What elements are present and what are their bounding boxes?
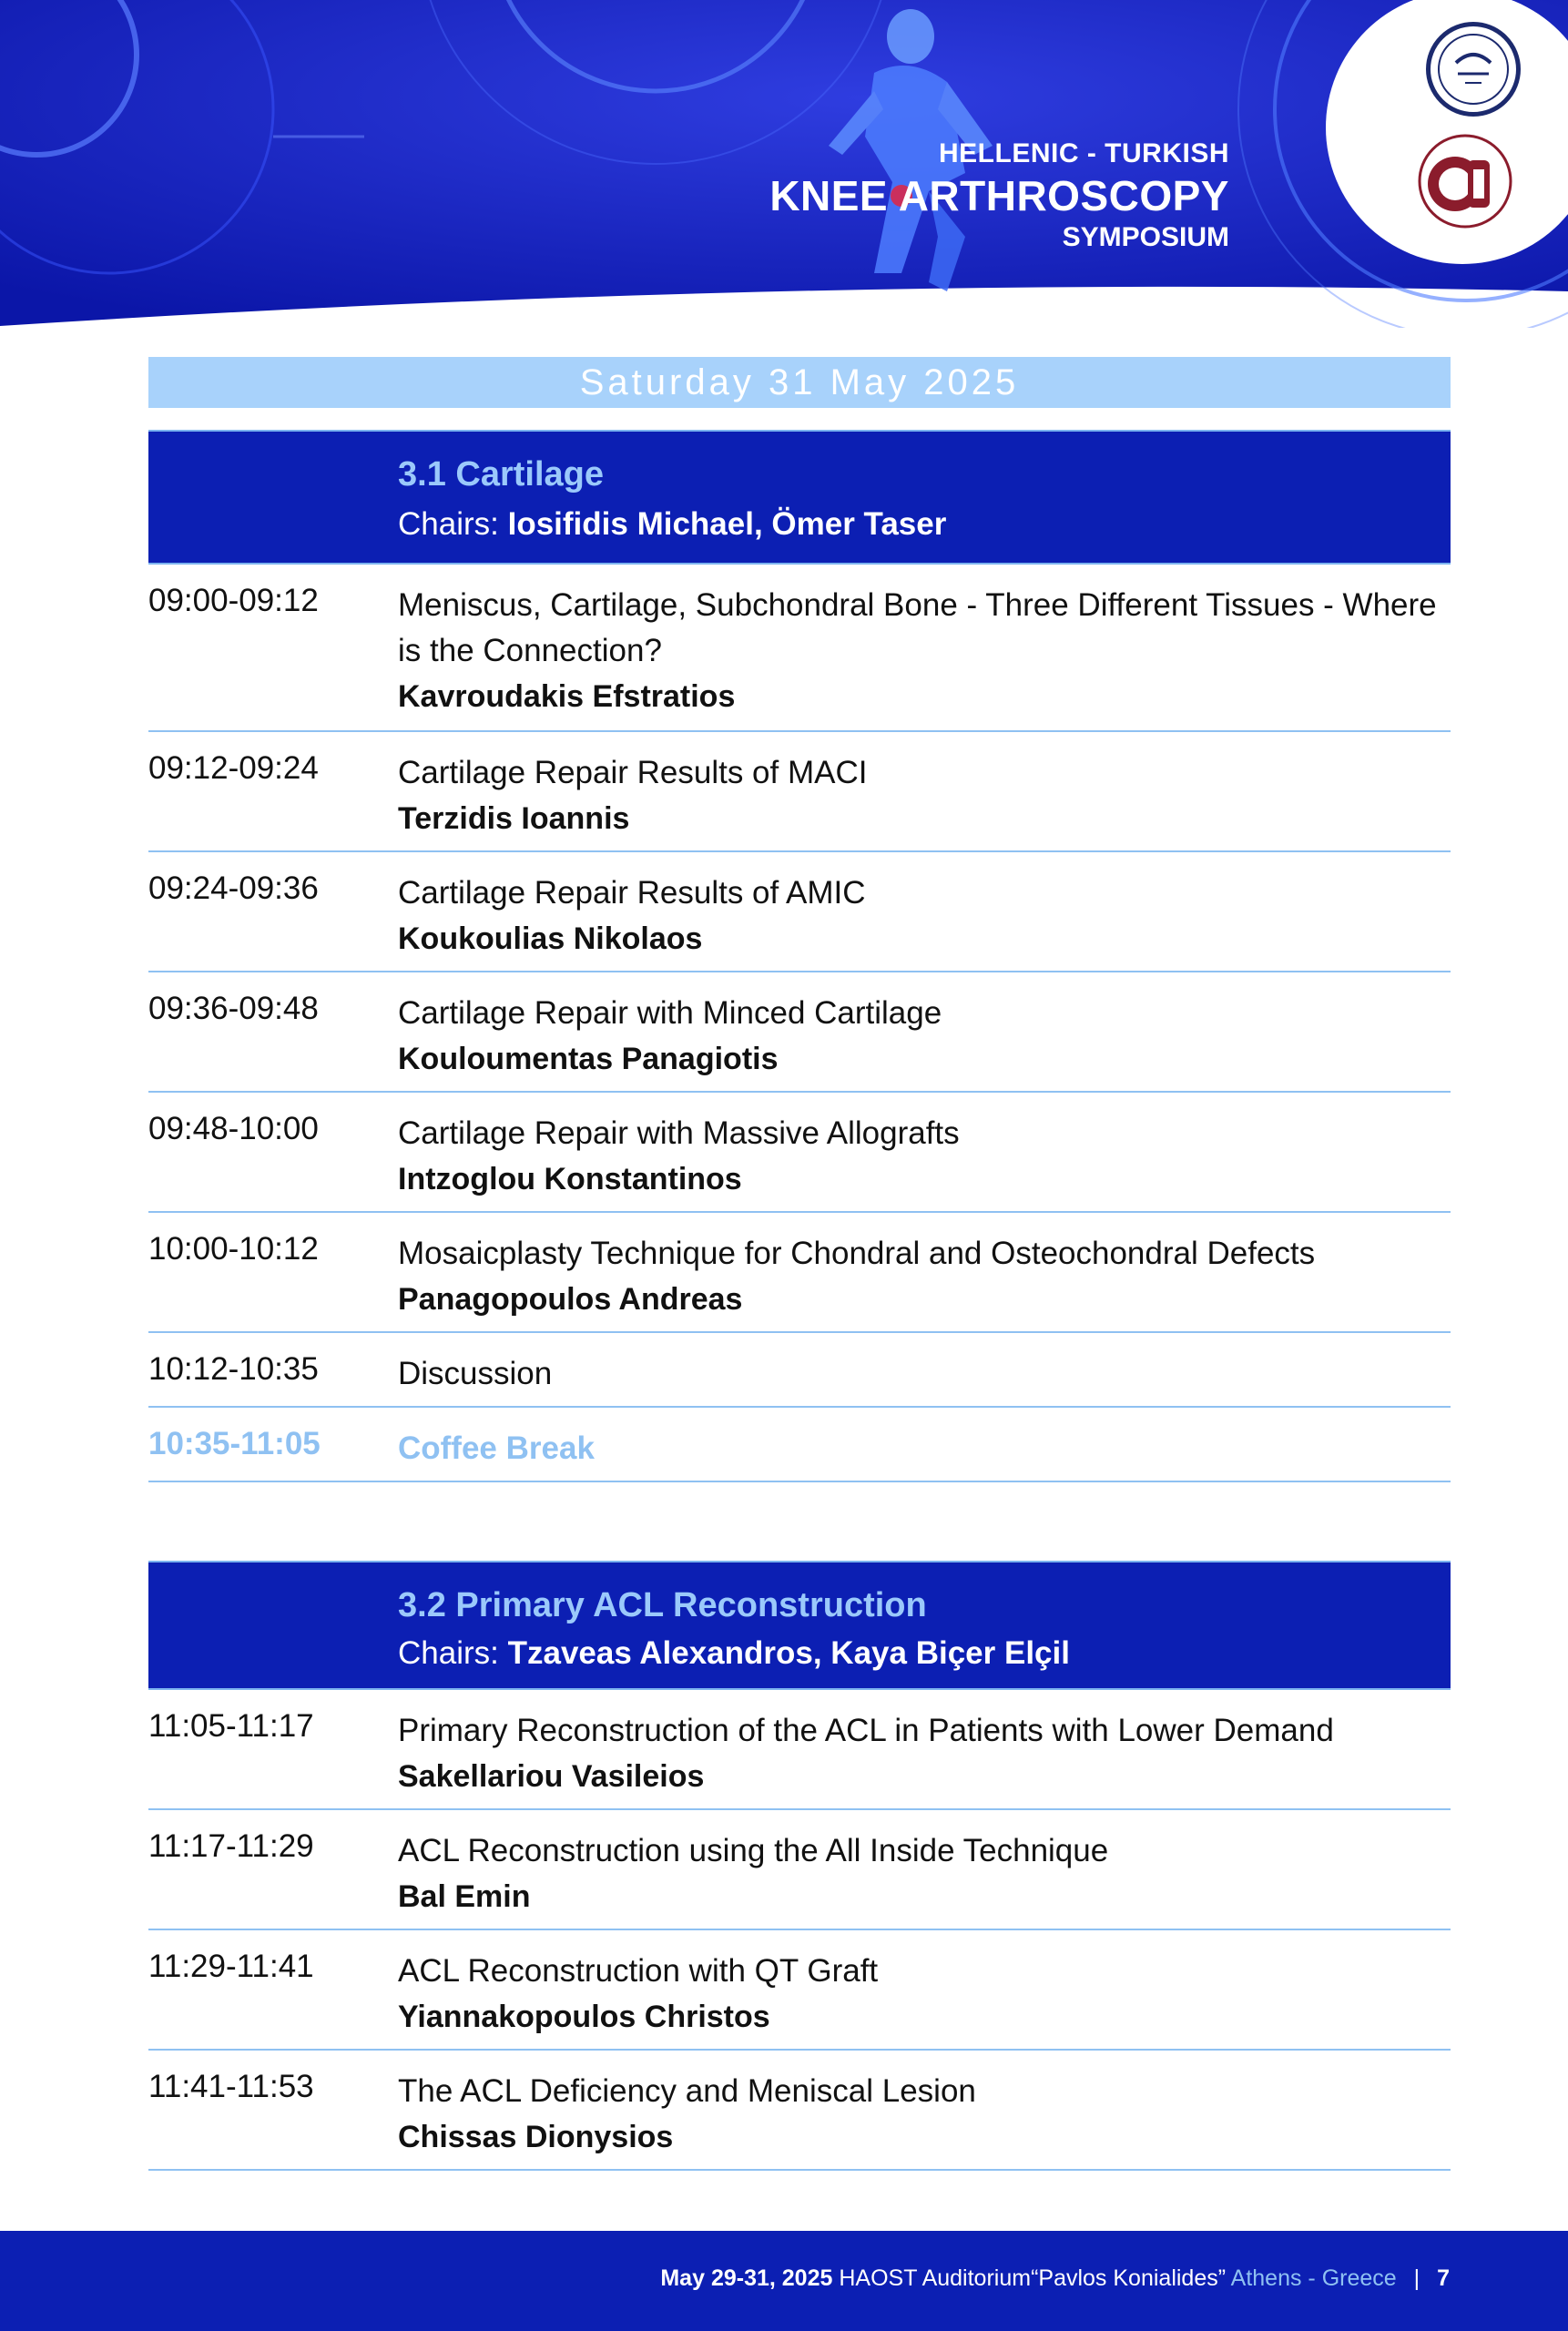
talk-title: Cartilage Repair with Massive Allografts: [398, 1115, 960, 1151]
program-row: [148, 565, 1451, 732]
talk-time: 11:05-11:17: [148, 1708, 314, 1744]
talk-speaker: Kavroudakis Efstratios: [398, 679, 736, 714]
talk-title: ACL Reconstruction using the All Inside Technique: [398, 1833, 1109, 1868]
talk-details: [398, 1708, 1451, 1799]
program-content: [148, 357, 1451, 2171]
program-row: [148, 1093, 1451, 1213]
talk-speaker: Koukoulias Nikolaos: [398, 921, 703, 956]
footer-venue: HAOST Auditorium“Pavlos Konialides”: [839, 2265, 1227, 2291]
talk-speaker: Panagopoulos Andreas: [398, 1282, 743, 1317]
page-number: 7: [1437, 2265, 1450, 2291]
footer-separator: |: [1413, 2265, 1420, 2291]
talk-details: [398, 1949, 1451, 2040]
eoae-logo: [1426, 22, 1521, 117]
event-title-line2: KNEE ARTHROSCOPY: [769, 172, 1229, 219]
program-row: [148, 1333, 1451, 1408]
program-row: [148, 1690, 1451, 1810]
talk-time: 10:00-10:12: [148, 1231, 319, 1267]
talk-details: [398, 1231, 1451, 1322]
talk-title: Discussion: [398, 1356, 553, 1391]
program-row: [148, 1213, 1451, 1333]
session-chairs: [398, 1635, 1070, 1672]
talk-speaker: Intzoglou Konstantinos: [398, 1162, 742, 1196]
talk-details: [398, 991, 1451, 1082]
talk-title: ACL Reconstruction with QT Graft: [398, 1953, 879, 1989]
talk-details: [398, 750, 1451, 841]
header-banner: [0, 0, 1568, 328]
footer-text: [660, 2265, 1450, 2292]
talk-time: 09:12-09:24: [148, 750, 319, 786]
program-row: [148, 972, 1451, 1093]
talk-speaker: Kouloumentas Panagiotis: [398, 1042, 779, 1076]
talk-time: 09:24-09:36: [148, 870, 319, 906]
session-title: 3.2 Primary ACL Reconstruction: [398, 1586, 927, 1624]
talk-time: 09:00-09:12: [148, 583, 319, 618]
talk-title: Primary Reconstruction of the ACL in Patients with Lower Demand: [398, 1713, 1334, 1748]
chairs-names: Iosifidis Michael, Ömer Taser: [507, 506, 947, 542]
program-row: [148, 2051, 1451, 2171]
chairs-names: Tzaveas Alexandros, Kaya Biçer Elçil: [507, 1635, 1070, 1671]
footer-dates: May 29-31, 2025: [660, 2265, 833, 2291]
session-header-cartilage: [148, 430, 1451, 565]
talk-details: [398, 583, 1451, 719]
session-chairs: [398, 506, 946, 543]
talk-title: Coffee Break: [398, 1430, 595, 1466]
talk-details: [398, 1111, 1451, 1202]
talk-details: [398, 2069, 1451, 2160]
program-row: [148, 1930, 1451, 2051]
date-bar: Saturday 31 May 2025: [148, 357, 1451, 408]
talk-details: [398, 870, 1451, 962]
talk-time: 11:29-11:41: [148, 1949, 314, 1984]
session-title: 3.1 Cartilage: [398, 455, 604, 494]
talk-title: Mosaicplasty Technique for Chondral and Osteochondral Defects: [398, 1236, 1316, 1271]
talk-speaker: Sakellariou Vasileios: [398, 1759, 705, 1794]
talk-time: 11:41-11:53: [148, 2069, 314, 2104]
program-row: [148, 732, 1451, 852]
talk-title: Cartilage Repair Results of AMIC: [398, 875, 866, 911]
eoae-logo-mark: [1431, 26, 1516, 112]
talk-details: [398, 1351, 1451, 1397]
chairs-label: Chairs:: [398, 1635, 499, 1671]
talk-title: The ACL Deficiency and Meniscal Lesion: [398, 2073, 976, 2109]
talk-speaker: Bal Emin: [398, 1879, 531, 1914]
program-row-break: [148, 1408, 1451, 1482]
talk-time: 09:36-09:48: [148, 991, 319, 1026]
talk-details: [398, 1426, 1451, 1471]
talk-time: 09:48-10:00: [148, 1111, 319, 1146]
chairs-label: Chairs:: [398, 506, 499, 542]
session-header-acl: [148, 1561, 1451, 1690]
tdd-logo: [1417, 133, 1513, 229]
event-title: [769, 140, 1229, 251]
footer-place: Athens - Greece: [1230, 2265, 1397, 2291]
event-title-line3: SYMPOSIUM: [1062, 222, 1229, 252]
program-row: [148, 852, 1451, 972]
talk-title: Cartilage Repair with Minced Cartilage: [398, 995, 942, 1031]
talk-title: Cartilage Repair Results of MACI: [398, 755, 868, 790]
talk-speaker: Yiannakopoulos Christos: [398, 2000, 770, 2034]
talk-time: 11:17-11:29: [148, 1828, 314, 1864]
event-title-line1: HELLENIC - TURKISH: [939, 138, 1229, 168]
talk-time: 10:12-10:35: [148, 1351, 319, 1387]
talk-speaker: Terzidis Ioannis: [398, 801, 630, 836]
talk-speaker: Chissas Dionysios: [398, 2120, 674, 2154]
talk-time: 10:35-11:05: [148, 1426, 321, 1461]
page-footer: [0, 2231, 1568, 2331]
program-row: [148, 1810, 1451, 1930]
talk-details: [398, 1828, 1451, 1919]
talk-title: Meniscus, Cartilage, Subchondral Bone - Three Different Tissues - Where is the Connection?: [398, 587, 1437, 668]
